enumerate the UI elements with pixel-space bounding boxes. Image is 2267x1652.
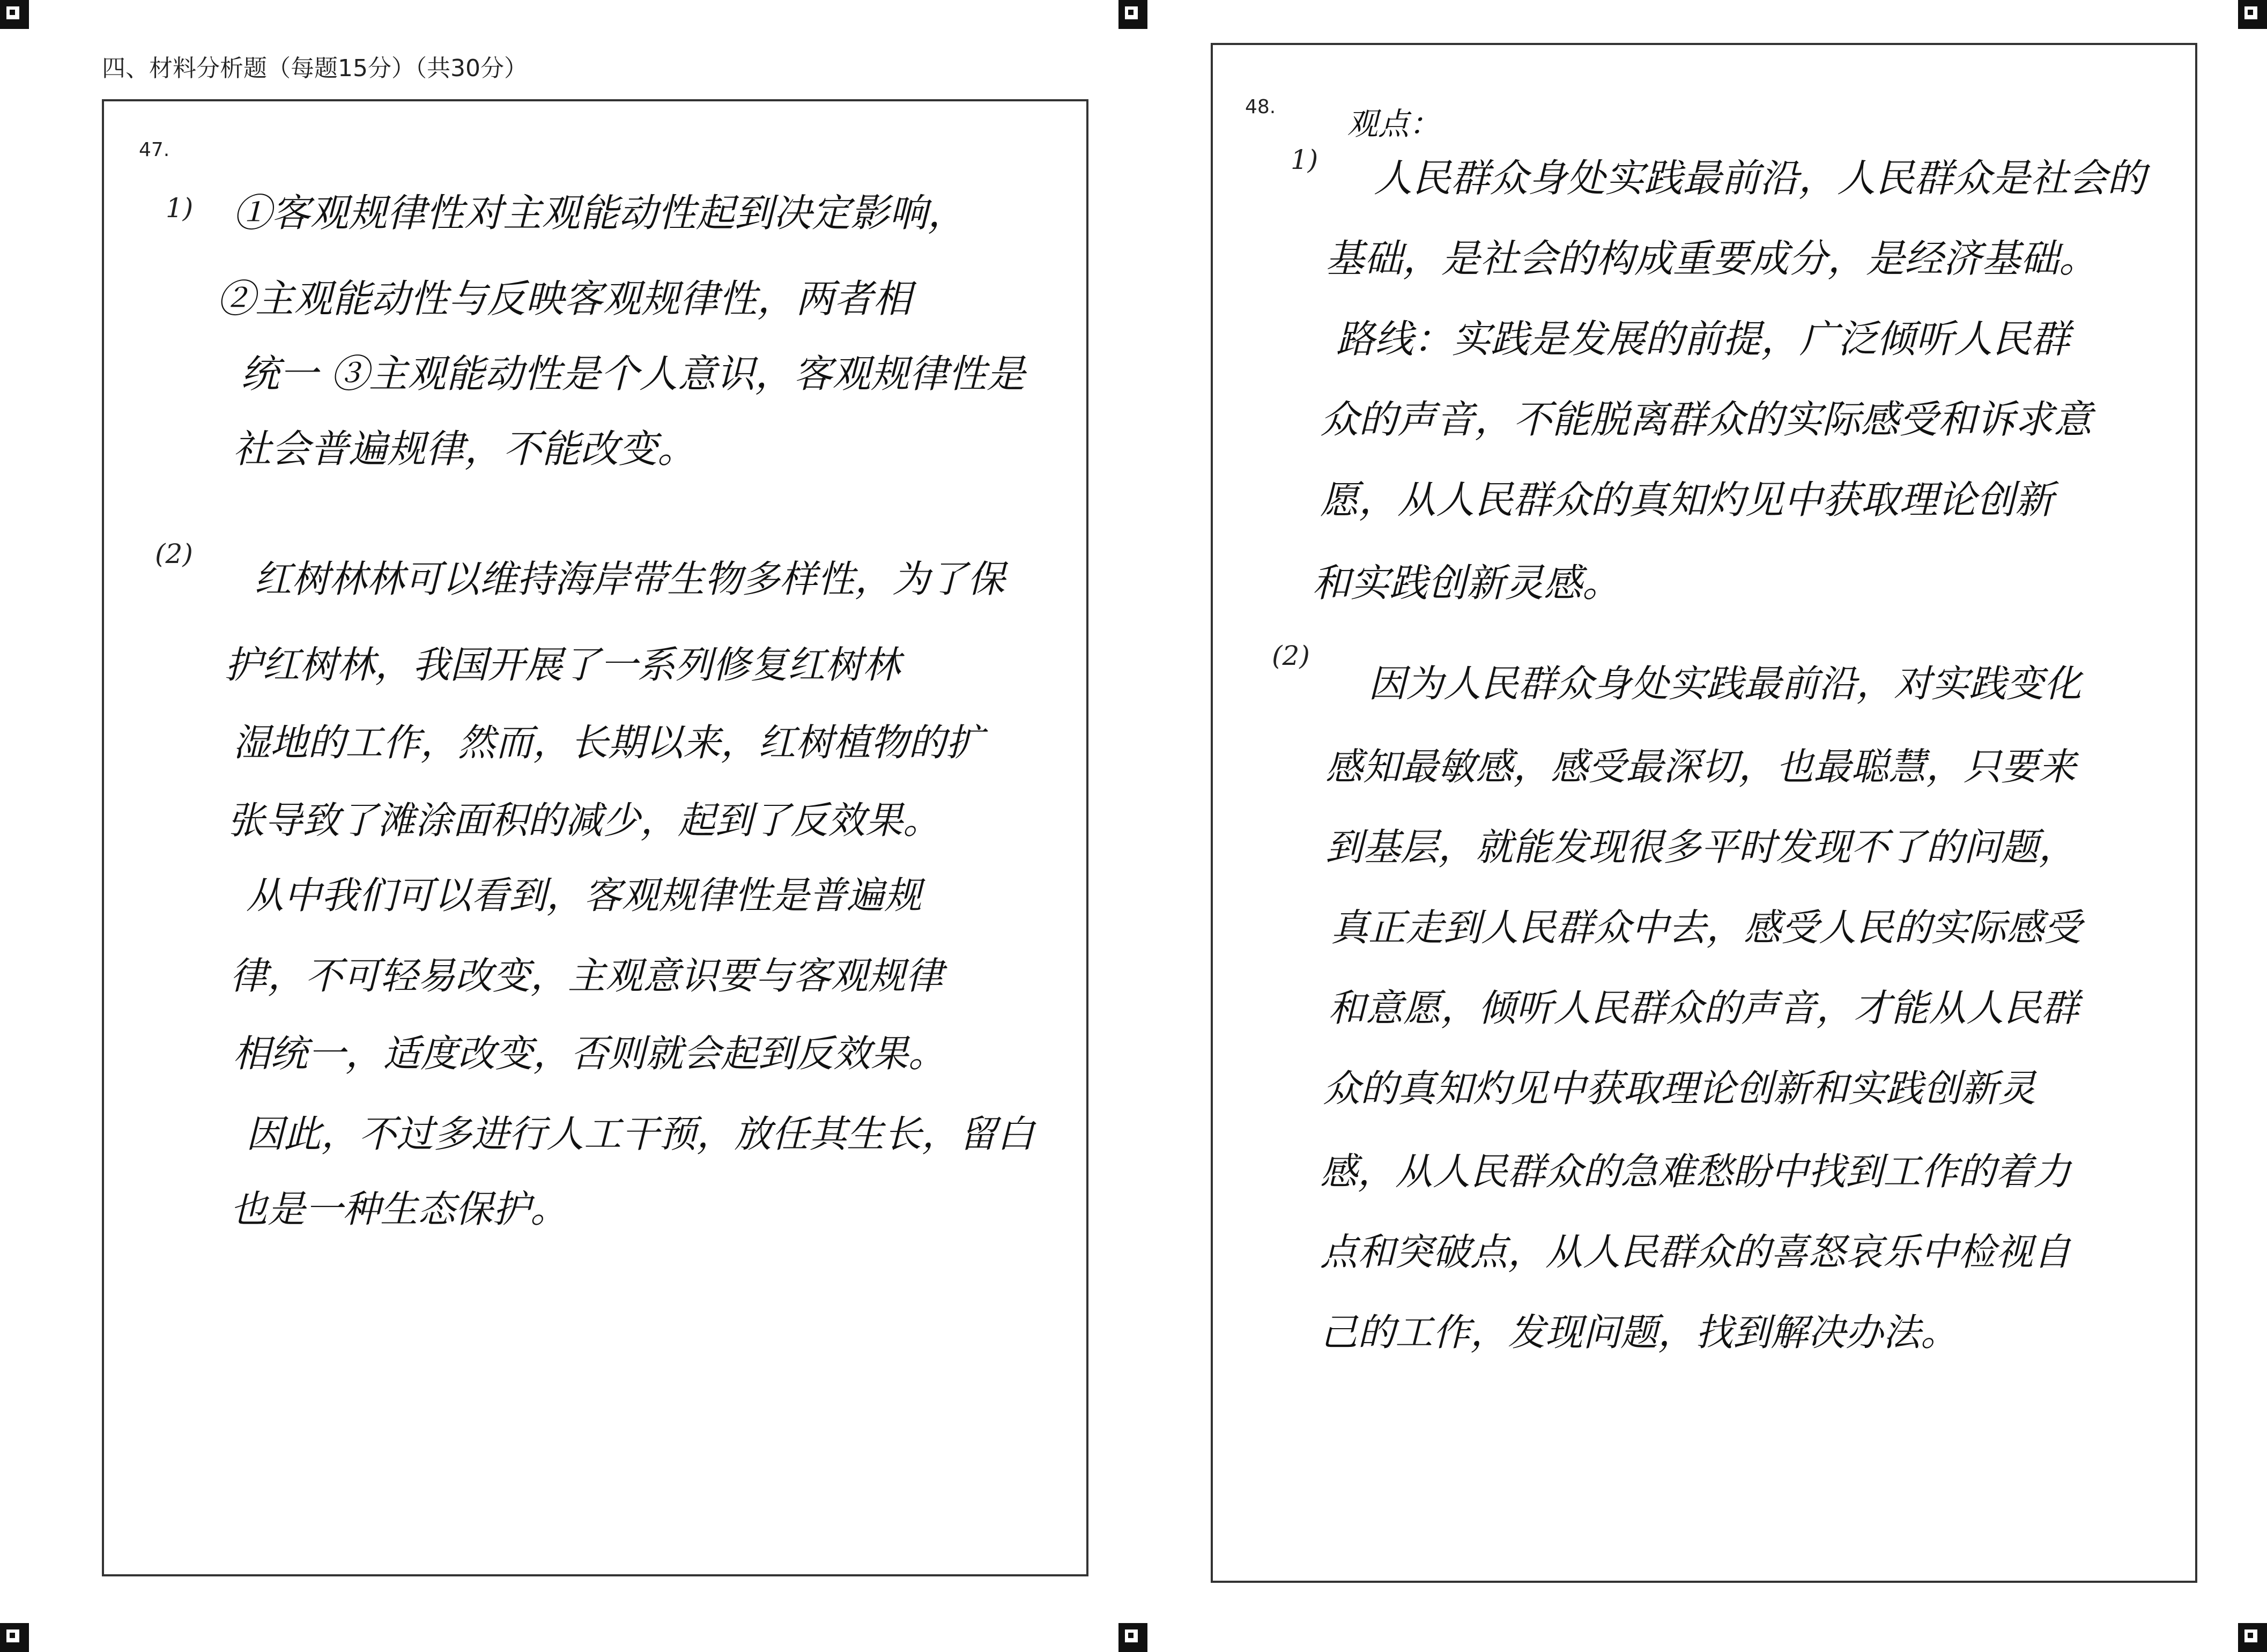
answer-48-1-line-1: 人民群众身处实践最前沿，人民群众是社会的 (1374, 155, 2146, 201)
answer-48-2-line-8: 点和突破点，从人民群众的喜怒哀乐中检视自 (1320, 1230, 2071, 1274)
question-number-48: 48. (1245, 96, 1276, 118)
registration-marker-bottom-left (0, 1623, 29, 1652)
registration-marker-bottom-center (1118, 1623, 1147, 1652)
answer-47-2-line-2: 护红树林，我国开展了一系列修复红树林 (225, 643, 900, 687)
answer-box-48 (1211, 43, 2197, 1583)
part-mark-48-1: 1) (1291, 144, 1318, 175)
answer-47-1-line-4: 社会普遍规律，不能改变。 (233, 426, 697, 471)
registration-marker-top-right (2238, 0, 2267, 29)
answer-47-2-line-3: 湿地的工作，然而，长期以来，红树植物的扩 (233, 721, 983, 765)
answer-47-2-line-9: 也是一种生态保护。 (230, 1187, 568, 1231)
answer-48-2-line-3: 到基层，就能发现很多平时发现不了的问题， (1325, 825, 2076, 869)
answer-47-1-line-3: 统一 ③主观能动性是个人意识，客观规律性是 (241, 351, 1025, 396)
answer-47-2-line-8: 因此，不过多进行人工干预，放任其生长，留白 (246, 1112, 1034, 1156)
answer-48-1-line-5: 愿，从人民群众的真知灼见中获取理论创新 (1320, 477, 2054, 522)
answer-48-2-line-1: 因为人民群众身处实践最前沿，对实践变化 (1368, 662, 2081, 706)
part-mark-47-1: 1) (166, 192, 194, 224)
answer-48-1-line-6: 和实践创新灵感。 (1312, 560, 1621, 605)
answer-48-1-line-2: 基础，是社会的构成重要成分，是经济基础。 (1325, 236, 2098, 281)
answer-47-2-line-7: 相统一，适度改变，否则就会起到反效果。 (233, 1032, 946, 1076)
registration-marker-bottom-right (2238, 1623, 2267, 1652)
viewpoint-label: 观点： (1347, 106, 1441, 142)
section-title: 四、材料分析题（每题15分）（共30分） (102, 55, 528, 82)
answer-48-1-line-4: 众的声音，不能脱离群众的实际感受和诉求意 (1320, 397, 2093, 442)
answer-box-47 (102, 99, 1088, 1576)
answer-48-2-line-6: 众的真知灼见中获取理论创新和实践创新灵 (1323, 1066, 2036, 1110)
part-mark-48-2: (2) (1272, 640, 1310, 671)
registration-marker-top-center (1118, 0, 1147, 29)
answer-47-2-line-1: 红树林林可以维持海岸带生物多样性，为了保 (254, 557, 1005, 601)
answer-47-1-line-2: ②主观能动性与反映客观规律性，两者相 (217, 276, 912, 321)
answer-48-2-line-2: 感知最敏感，感受最深切，也最聪慧，只要来 (1325, 745, 2076, 789)
answer-47-2-line-4: 张导致了滩涂面积的减少，起到了反效果。 (227, 798, 940, 842)
answer-47-2-line-5: 从中我们可以看到，客观规律性是普遍规 (246, 873, 922, 917)
answer-47-2-line-6: 律，不可轻易改变，主观意识要与客观规律 (230, 954, 943, 998)
part-mark-47-2: (2) (155, 538, 193, 569)
answer-48-2-line-7: 感，从人民群众的急难愁盼中找到工作的着力 (1320, 1150, 2071, 1194)
registration-marker-top-left (0, 0, 29, 29)
question-number-47: 47. (139, 139, 170, 161)
answer-48-2-line-4: 真正走到人民群众中去，感受人民的实际感受 (1331, 906, 2081, 950)
answer-47-1-line-1: ①客观规律性对主观能动性起到决定影响， (233, 190, 967, 235)
answer-48-2-line-5: 和意愿，倾听人民群众的声音，才能从人民群 (1328, 986, 2079, 1030)
answer-48-2-line-9: 己的工作，发现问题，找到解决办法。 (1320, 1310, 1958, 1354)
answer-48-1-line-3: 路线：实践是发展的前提，广泛倾听人民群 (1336, 316, 2070, 361)
